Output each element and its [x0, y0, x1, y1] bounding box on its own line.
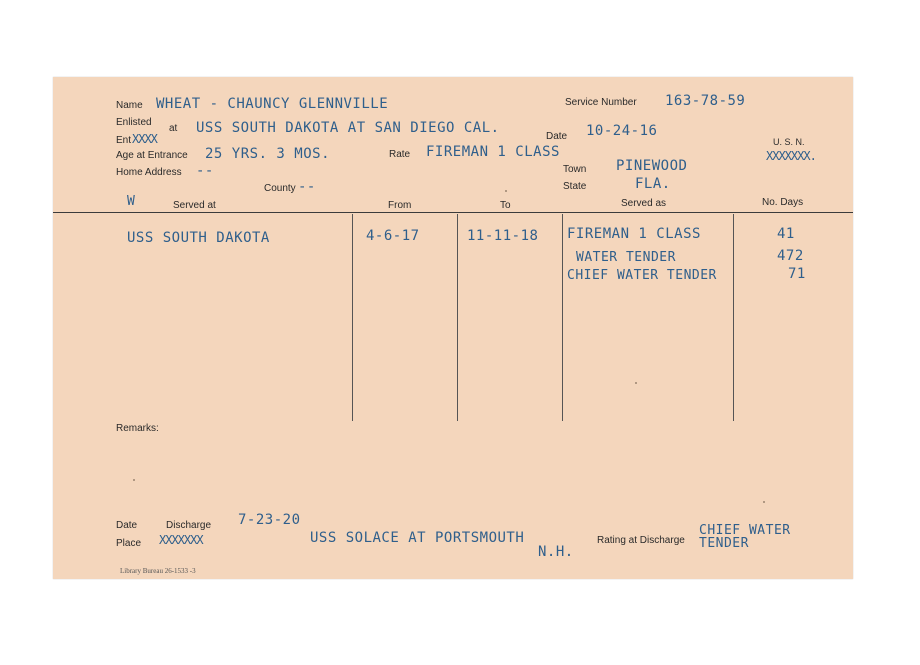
name-value: WHEAT - CHAUNCY GLENNVILLE	[156, 96, 389, 112]
rating-value-line2: TENDER	[699, 536, 749, 551]
county-value: --	[298, 179, 316, 195]
header-served-as: Served as	[621, 198, 667, 209]
paper-speck	[635, 382, 637, 384]
discharge-place-cont: N.H.	[538, 544, 574, 560]
town-label: Town	[563, 164, 587, 175]
service-number-label: Service Number	[565, 97, 637, 108]
state-label: State	[563, 181, 587, 192]
discharge-label: Discharge	[166, 520, 212, 531]
rate-value: FIREMAN 1 CLASS	[426, 144, 560, 160]
home-address-value: --	[196, 163, 214, 179]
enlisted-label: Enlisted	[116, 117, 152, 128]
served-as-row-1: FIREMAN 1 CLASS	[567, 226, 701, 242]
town-value: PINEWOOD	[616, 158, 688, 174]
from-value: 4-6-17	[366, 228, 420, 244]
days-row-1: 41	[777, 226, 795, 242]
days-row-2: 472	[777, 248, 804, 264]
served-at-value: USS SOUTH DAKOTA	[127, 230, 270, 246]
enlisted-at-value: USS SOUTH DAKOTA AT SAN DIEGO CAL.	[196, 120, 500, 136]
w-mark: W	[127, 194, 136, 209]
age-value: 25 YRS. 3 MOS.	[205, 146, 331, 162]
days-row-3: 71	[788, 266, 806, 282]
state-value: FLA.	[635, 176, 671, 192]
served-as-row-3: CHIEF WATER TENDER	[567, 268, 717, 283]
date-value: 10-24-16	[586, 123, 658, 139]
served-as-row-2: WATER TENDER	[576, 250, 676, 265]
header-to: To	[500, 200, 511, 211]
service-record-card	[53, 77, 853, 579]
to-value: 11-11-18	[467, 228, 539, 244]
rate-label: Rate	[389, 149, 411, 160]
paper-speck	[763, 501, 765, 503]
date-label: Date	[546, 131, 568, 142]
paper-speck	[505, 190, 507, 192]
header-no-days: No. Days	[762, 197, 804, 208]
discharge-date-value: 7-23-20	[238, 512, 301, 528]
column-divider-from	[352, 214, 353, 421]
home-address-label: Home Address	[116, 167, 182, 178]
discharge-place-value: USS SOLACE AT PORTSMOUTH	[310, 530, 525, 546]
paper-speck	[133, 479, 135, 481]
age-label: Age at Entrance	[116, 150, 188, 161]
usn-label: U. S. N.	[773, 137, 805, 147]
at-label: at	[169, 123, 178, 134]
service-number-value: 163-78-59	[665, 93, 746, 109]
column-divider-no-days	[733, 214, 734, 421]
place-struck-text: XXXXXXX	[159, 533, 203, 547]
rating-value-line1: CHIEF WATER	[699, 523, 791, 538]
enlisted-struck-text: XXXX	[132, 132, 157, 146]
table-header-rule	[53, 212, 853, 213]
discharge-place-label: Place	[116, 538, 142, 549]
column-divider-to	[457, 214, 458, 421]
usn-struck-text: XXXXXXX.	[766, 149, 816, 163]
rating-at-discharge-label: Rating at Discharge	[597, 535, 685, 546]
header-served-at: Served at	[173, 200, 216, 211]
header-from: From	[388, 200, 412, 211]
name-label: Name	[116, 100, 143, 111]
county-label: County	[264, 183, 296, 194]
discharge-date-label: Date	[116, 520, 138, 531]
printer-footer: Library Bureau 26-1533 -3	[120, 567, 196, 575]
column-divider-served-as	[562, 214, 563, 421]
enlisted-prefix: Ent	[116, 135, 132, 146]
remarks-label: Remarks:	[116, 423, 159, 434]
